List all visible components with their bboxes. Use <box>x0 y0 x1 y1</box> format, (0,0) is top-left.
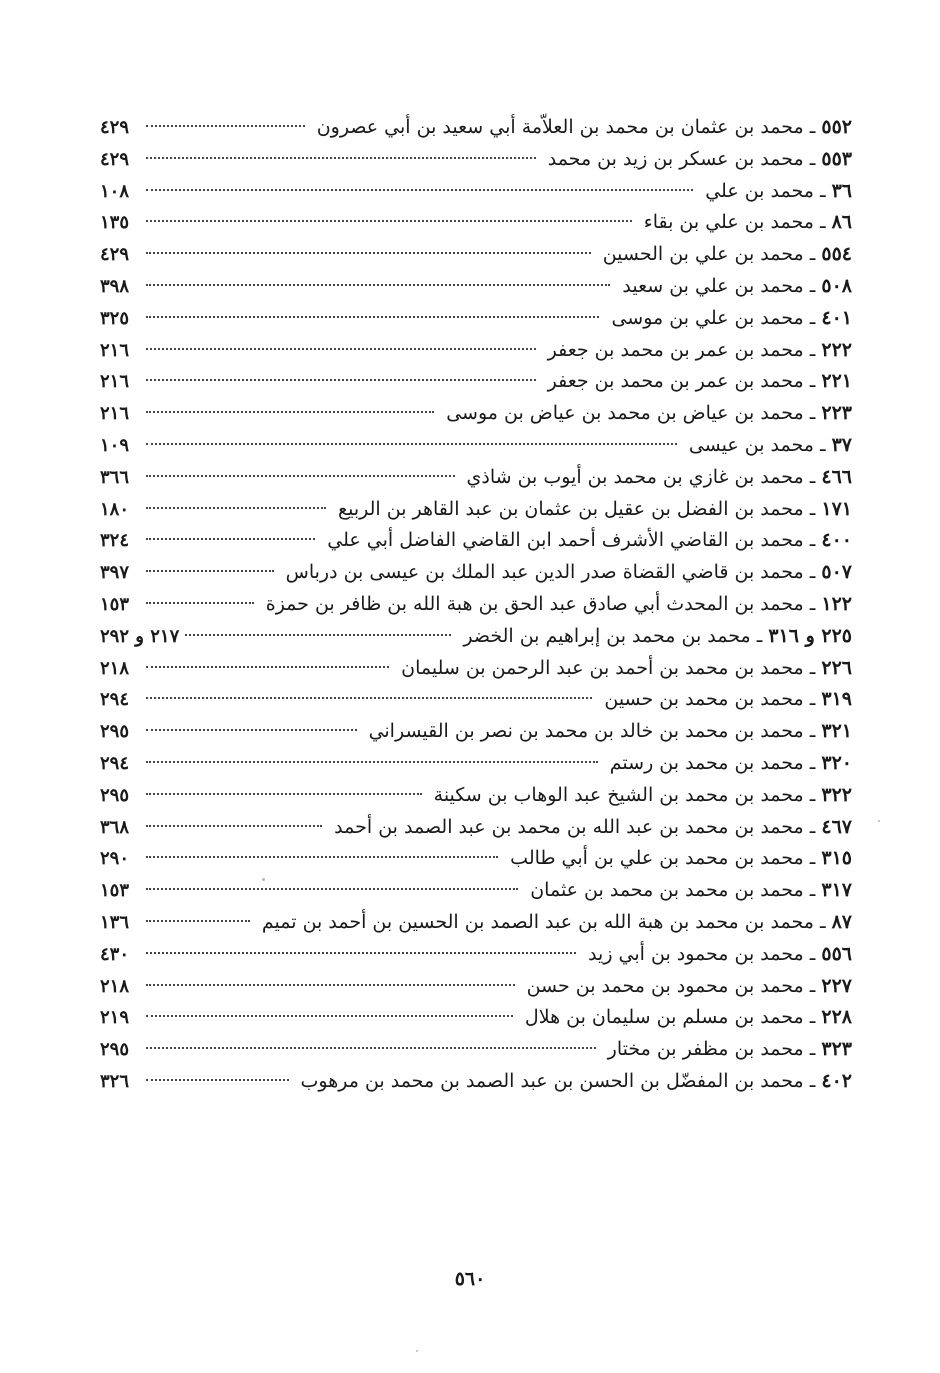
entry-page-number: ٢٩٤ <box>100 752 130 774</box>
entry-number: ٥٥٤ <box>821 243 852 266</box>
dot-leader <box>146 189 693 191</box>
entry-page-number: ٢١٦ <box>100 339 130 361</box>
entry-name-text: محمد بن محمد بن الشيخ عبد الوهاب بن سكينة <box>433 783 804 806</box>
entry-page-number: ٣٦٦ <box>100 466 130 488</box>
entry-number: ٢٢٧ <box>821 974 852 997</box>
entry-name-text: محمد بن علي بن موسى <box>611 306 804 329</box>
entry-name-text: محمد بن محمد بن علي بن أبي طالب <box>510 847 804 870</box>
entry-name <box>699 176 852 208</box>
dot-leader <box>185 634 451 636</box>
entry-page-number: ١٠٨ <box>100 180 130 202</box>
entry-name <box>602 1034 852 1066</box>
dot-leader <box>146 443 677 445</box>
dot-leader <box>146 570 274 572</box>
entry-name <box>542 144 852 176</box>
dot-leader <box>146 602 254 604</box>
entry-separator: ـ <box>803 656 822 679</box>
entry-name <box>363 716 852 748</box>
entry-number: ٢٢٢ <box>821 338 852 361</box>
index-entry <box>100 112 852 144</box>
entry-number: ٣٦ <box>831 179 852 202</box>
name-index-list <box>100 112 852 1098</box>
dot-leader <box>146 825 322 827</box>
entry-name-text: محمد بن عيسى <box>688 433 814 456</box>
entry-page-number: ٢٩٥ <box>100 784 130 806</box>
entry-number: ٥٥٢ <box>821 116 852 138</box>
entry-number: ٢٢٥ و ٣١٦ <box>768 624 852 647</box>
dot-leader <box>146 761 598 763</box>
entry-number: ٤٦٦ <box>821 465 852 488</box>
entry-number: ٥٥٣ <box>821 147 852 170</box>
entry-name <box>542 335 852 367</box>
entry-name-text: محمد بن علي بن بقاء <box>643 211 814 234</box>
entry-number: ٤٦٧ <box>821 815 852 838</box>
entry-page-number: ٤٢٩ <box>100 148 130 170</box>
entry-number: ٥٠٧ <box>821 561 852 584</box>
entry-page-number: ١٥٣ <box>100 593 130 615</box>
index-entry <box>100 716 852 748</box>
dot-leader <box>146 475 455 477</box>
entry-name <box>604 748 852 780</box>
entry-separator: ـ <box>803 720 822 743</box>
entry-name <box>582 939 852 971</box>
entry-separator: ـ <box>803 879 822 902</box>
entry-name <box>605 303 852 335</box>
dot-leader <box>146 284 610 286</box>
entry-name <box>597 239 852 271</box>
entry-name-text: محمد بن قاضي القضاة صدر الدين عبد الملك بن عيسى بن درباس <box>285 561 804 584</box>
entry-separator: ـ <box>750 624 769 647</box>
index-entry <box>100 557 852 589</box>
entry-separator: ـ <box>803 147 822 170</box>
entry-name <box>616 271 852 303</box>
index-entry <box>100 939 852 971</box>
entry-name <box>395 653 852 685</box>
entry-page-number: ٣٩٧ <box>100 562 130 584</box>
index-entry <box>100 812 852 844</box>
entry-separator: ـ <box>803 274 822 297</box>
entry-separator: ـ <box>803 847 822 870</box>
entry-separator: ـ <box>803 465 822 488</box>
entry-name-text: محمد بن محمد بن هبة الله بن عبد الصمد بن الحسين بن أحمد بن تميم <box>261 910 814 933</box>
entry-number: ٢٢٨ <box>821 1006 852 1029</box>
entry-page-number: ٢٩٠ <box>100 848 130 870</box>
entry-page-number: ٢١٨ <box>100 657 130 679</box>
entry-page-number: ٢١٩ <box>100 1007 130 1029</box>
index-entry <box>100 239 852 271</box>
dot-leader <box>146 507 326 509</box>
entry-page-number: ٤٣٠ <box>100 943 130 965</box>
entry-page-number: ١٣٦ <box>100 911 130 933</box>
entry-separator: ـ <box>803 370 822 393</box>
entry-separator: ـ <box>803 497 822 520</box>
index-entry <box>100 971 852 1003</box>
dot-leader <box>146 1015 513 1017</box>
entry-number: ٣٢٠ <box>821 751 852 774</box>
index-entry <box>100 462 852 494</box>
dot-leader <box>146 920 250 922</box>
dot-leader <box>146 157 536 159</box>
index-entry <box>100 398 852 430</box>
entry-name-text: محمد بن عمر بن محمد بن جعفر <box>547 370 804 393</box>
index-entry <box>100 271 852 303</box>
entry-page-number: ٤٢٩ <box>100 244 130 266</box>
entry-separator: ـ <box>803 1069 822 1092</box>
entry-name-text: محمد بن محمد بن حسين <box>604 688 804 711</box>
entry-name-text: محمد بن علي <box>705 179 814 202</box>
entry-separator: ـ <box>803 1006 822 1029</box>
entry-name-text: محمد بن محمد بن أحمد بن عبد الرحمن بن سليمان <box>401 656 804 679</box>
dot-leader <box>146 348 536 350</box>
dot-leader <box>146 220 632 222</box>
scan-speck <box>262 878 265 881</box>
entry-separator: ـ <box>803 592 822 615</box>
entry-page-number: ٤٢٩ <box>100 117 130 138</box>
dot-leader <box>146 411 434 413</box>
entry-number: ٣٢١ <box>821 720 852 743</box>
entry-name-text: محمد بن غازي بن محمد بن أيوب بن شاذي <box>466 465 804 488</box>
index-entry <box>100 653 852 685</box>
entry-name <box>524 875 852 907</box>
entry-name-text: محمد بن علي بن الحسين <box>602 243 804 266</box>
dot-leader <box>146 666 389 668</box>
entry-name-text: محمد بن محمود بن أبي زيد <box>588 942 804 965</box>
dot-leader <box>146 538 315 540</box>
entry-number: ٢٢١ <box>821 370 852 393</box>
entry-page-number: ٢٩٥ <box>100 721 130 743</box>
entry-name-text: محمد بن المحدث أبي صادق عبد الحق بن هبة الله بن ظافر بن حمزة <box>265 592 804 615</box>
entry-name <box>457 621 852 653</box>
entry-name <box>683 430 852 462</box>
index-entry <box>100 780 852 812</box>
index-entry <box>100 303 852 335</box>
entry-page-number: ٣٢٥ <box>100 307 130 329</box>
entry-separator: ـ <box>813 179 832 202</box>
entry-name-text: محمد بن مسلم بن سليمان بن هلال <box>524 1006 804 1029</box>
entry-page-number: ٢١٨ <box>100 975 130 997</box>
index-entry <box>100 843 852 875</box>
entry-page-number: ١٣٥ <box>100 212 130 234</box>
entry-number: ٥٥٦ <box>821 942 852 965</box>
dot-leader <box>146 697 592 699</box>
entry-name <box>638 207 852 239</box>
entry-page-number: ٣٦٨ <box>100 816 130 838</box>
index-entry <box>100 366 852 398</box>
entry-number: ٤٠١ <box>821 306 852 329</box>
entry-separator: ـ <box>813 211 832 234</box>
index-entry <box>100 144 852 176</box>
entry-page-number: ١٨٠ <box>100 498 130 520</box>
entry-separator: ـ <box>803 561 822 584</box>
index-entry <box>100 748 852 780</box>
entry-name-text: محمد بن محمود بن محمد بن حسن <box>526 974 804 997</box>
entry-number: ٨٦ <box>831 211 852 234</box>
entry-name <box>542 366 852 398</box>
entry-number: ٣٧ <box>831 433 852 456</box>
dot-leader <box>146 316 599 318</box>
entry-name <box>321 525 852 557</box>
entry-separator: ـ <box>803 942 822 965</box>
entry-name <box>440 398 852 430</box>
entry-page-number: ٣٢٤ <box>100 530 130 552</box>
entry-page-number: ٣٩٨ <box>100 275 130 297</box>
entry-number: ٣٢٣ <box>821 1038 852 1061</box>
dot-leader <box>146 856 498 858</box>
index-entry <box>100 1002 852 1034</box>
page-number: ٥٦٠ <box>454 1268 486 1290</box>
entry-name-text: محمد بن محمد بن خالد بن محمد بن نصر بن القيسراني <box>368 720 804 743</box>
entry-separator: ـ <box>803 1038 822 1061</box>
entry-separator: ـ <box>803 688 822 711</box>
entry-number: ٣١٥ <box>821 847 852 870</box>
scan-speck <box>878 820 880 822</box>
index-entry <box>100 207 852 239</box>
entry-page-number: ٢١٦ <box>100 371 130 393</box>
entry-page-number: ١٥٣ <box>100 880 130 902</box>
dot-leader <box>146 888 518 890</box>
entry-separator: ـ <box>803 306 822 329</box>
dot-leader <box>146 1047 596 1049</box>
entry-number: ٤٠٠ <box>821 529 852 552</box>
entry-page-number: ٣٢٦ <box>100 1070 130 1092</box>
entry-name <box>280 557 852 589</box>
entry-number: ٥٠٨ <box>821 274 852 297</box>
entry-number: ١٢٢ <box>821 592 852 615</box>
entry-separator: ـ <box>803 974 822 997</box>
index-entry <box>100 1066 852 1098</box>
entry-name-text: محمد بن المفضّل بن الحسن بن عبد الصمد بن محمد بن مرهوب <box>300 1069 804 1092</box>
entry-separator: ـ <box>813 910 832 933</box>
entry-name <box>332 494 852 526</box>
entry-name-text: محمد بن محمد بن عبد الله بن محمد بن عبد الصمد بن أحمد <box>334 815 804 838</box>
entry-name-text: محمد بن عسكر بن زيد بن محمد <box>547 147 804 170</box>
entry-separator: ـ <box>803 338 822 361</box>
entry-name-text: محمد بن عمر بن محمد بن جعفر <box>547 338 804 361</box>
entry-separator: ـ <box>803 116 822 138</box>
index-entry <box>100 684 852 716</box>
entry-page-number: ٢١٦ <box>100 403 130 425</box>
dot-leader <box>146 252 591 254</box>
entry-separator: ـ <box>803 529 822 552</box>
index-entry <box>100 907 852 939</box>
entry-name <box>328 812 852 844</box>
index-entry <box>100 525 852 557</box>
entry-name-text: محمد بن علي بن سعيد <box>622 274 804 297</box>
entry-separator: ـ <box>803 243 822 266</box>
entry-name <box>461 462 853 494</box>
entry-page-number: ١٠٩ <box>100 434 130 456</box>
index-entry <box>100 589 852 621</box>
dot-leader <box>146 379 536 381</box>
entry-name <box>519 1002 852 1034</box>
entry-name <box>260 589 852 621</box>
dot-leader <box>146 984 515 986</box>
index-entry <box>100 621 852 653</box>
dot-leader <box>146 729 357 731</box>
entry-number: ٢٢٦ <box>821 656 852 679</box>
entry-name-text: محمد بن مظفر بن مختار <box>607 1038 804 1061</box>
entry-name-text: محمد بن محمد بن رستم <box>609 751 804 774</box>
entry-name <box>504 843 852 875</box>
index-entry <box>100 494 852 526</box>
entry-number: ٤٠٢ <box>821 1069 852 1092</box>
entry-separator: ـ <box>803 402 822 425</box>
entry-name-text: محمد بن محمد بن محمد بن عثمان <box>530 879 804 902</box>
entry-name-text: محمد بن عثمان بن محمد بن العلاّمة أبي سعيد بن أبي عصرون <box>316 116 804 138</box>
index-entry <box>100 1034 852 1066</box>
entry-number: ١٧١ <box>821 497 852 520</box>
entry-number: ٢٢٣ <box>821 402 852 425</box>
entry-separator: ـ <box>803 751 822 774</box>
entry-name-text: محمد بن الفضل بن عقيل بن عثمان بن عبد القاهر بن الربيع <box>338 497 804 520</box>
entry-separator: ـ <box>813 433 832 456</box>
entry-name <box>295 1066 852 1098</box>
scan-speck <box>416 1350 418 1352</box>
entry-number: ٣١٩ <box>821 688 852 711</box>
entry-name <box>428 780 852 812</box>
entry-name-text: محمد بن القاضي الأشرف أحمد ابن القاضي الفاضل أبي علي <box>327 529 804 552</box>
index-entry <box>100 875 852 907</box>
entry-page-number: ٢٩٥ <box>100 1039 130 1061</box>
entry-page-number: ٢١٧ و ٢٩٢ <box>100 625 180 647</box>
dot-leader <box>146 793 422 795</box>
entry-separator: ـ <box>803 815 822 838</box>
entry-number: ٣١٧ <box>821 879 852 902</box>
entry-name-text: محمد بن عياض بن محمد بن عياض بن موسى <box>446 402 804 425</box>
entry-page-number: ٢٩٤ <box>100 689 130 711</box>
index-entry <box>100 430 852 462</box>
entry-number: ٨٧ <box>831 910 852 933</box>
entry-number: ٣٢٢ <box>821 783 852 806</box>
entry-name-text: محمد بن محمد بن إبراهيم بن الخضر <box>463 624 751 647</box>
entry-name <box>598 684 852 716</box>
dot-leader <box>146 1079 289 1081</box>
dot-leader <box>146 952 576 954</box>
dot-leader <box>146 125 305 127</box>
entry-name <box>521 971 852 1003</box>
entry-name <box>311 112 852 144</box>
entry-name <box>256 907 852 939</box>
entry-separator: ـ <box>803 783 822 806</box>
index-entry <box>100 335 852 367</box>
index-entry <box>100 176 852 208</box>
